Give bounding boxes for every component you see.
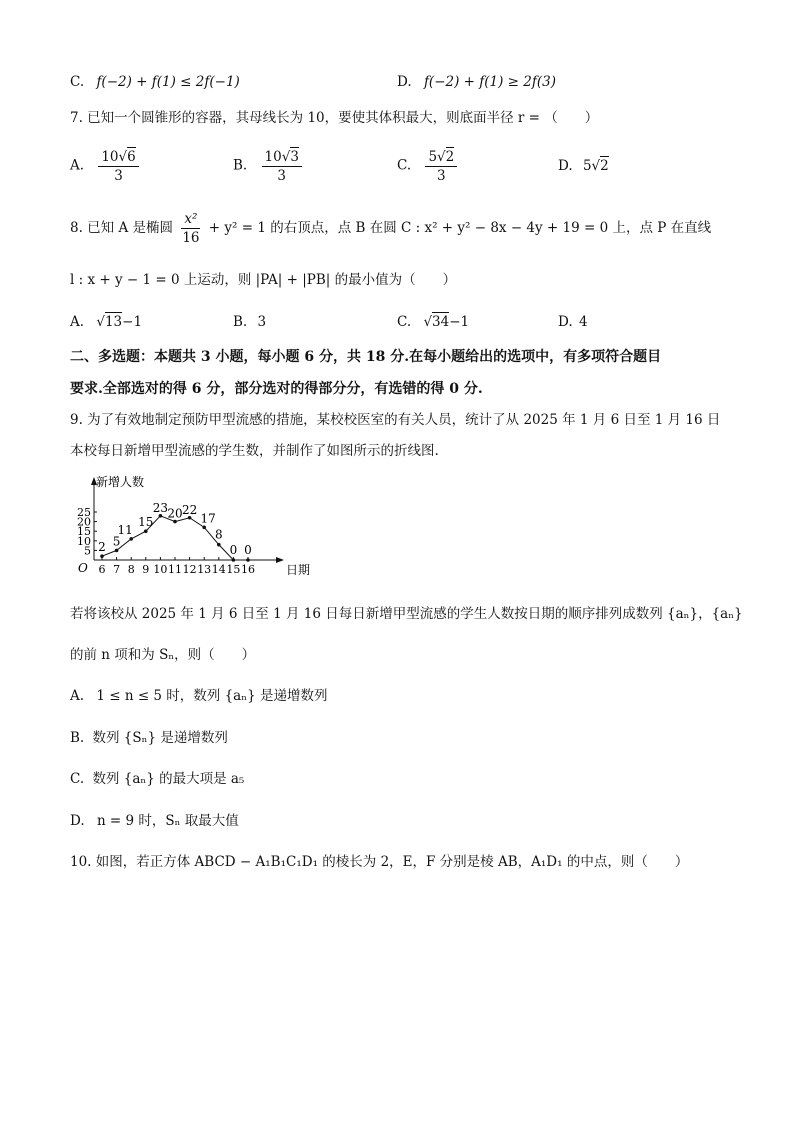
data-label: 11 [117,522,133,537]
q8-c-radicand: 34 [432,314,450,330]
x-tick-label: 11 [168,563,182,576]
q6-option-c [70,72,240,92]
q9-after-line1: 若将该校从 2025 年 1 月 6 日至 1 月 16 日每日新增甲型流感的学生人数按日期的顺序排列成数列 {aₙ}，{aₙ} [70,606,743,622]
q9-option-b-label: B. [70,730,85,746]
q8-option-b [233,312,266,332]
q6-option-c-label: C. [70,74,85,90]
data-label: 0 [244,543,252,557]
q10-stem: 10. 如图，若正方体 ABCD − A₁B₁C₁D₁ 的棱长为 2，E，F 分别是棱 AB，A₁D₁ 的中点，则（ ） [70,854,689,870]
y-tick-label: 5 [84,544,91,558]
x-tick-label: 12 [182,563,197,576]
q8-ellipse-fraction [179,210,202,247]
q8-a-radicand: 13 [104,314,123,330]
x-axis-label: 日期 [286,563,310,577]
q7-d-coef: 5 [582,158,592,174]
q8-ellipse-numerator: x² [181,210,200,229]
chart-axes [77,474,310,577]
q9-option-a-label: A. [70,688,85,704]
y-tick-label: 25 [77,506,91,519]
q9-stem-line2: 本校每日新增甲型流感的学生数，并制作了如图所示的折线图. [70,443,439,459]
x-tick-label: 9 [142,563,150,576]
q9-option-a [70,686,327,706]
q7-option-c-label: C. [397,157,412,174]
q7-option-a-fraction: $\frac{10√6}{3}$ [98,147,138,185]
q7-option-d: D. 5√2 [558,158,609,174]
data-label: 8 [214,527,223,542]
q7-c-radicand: 2 [445,149,455,165]
q9-line-chart [70,472,310,584]
y-axis-label: 新增人数 [96,475,145,489]
data-point [100,554,104,558]
q9-option-a-text: 1 ≤ n ≤ 5 时，数列 {aₙ} 是递增数列 [96,688,328,704]
data-label: 15 [138,515,154,530]
x-axis-arrow [276,557,284,563]
data-point [144,529,148,533]
q6-option-d-label: D. [397,74,412,90]
data-label: 2 [98,540,106,555]
q7-c-coef: 5 [428,149,438,165]
x-tick-label: 10 [153,563,168,576]
q6-option-d-text: f(−2) + f(1) ≥ 2f(3) [423,74,556,90]
data-point [129,537,133,541]
q7-a-coef: 10 [101,149,119,165]
data-label: 22 [181,502,198,517]
q9-after-line2: 的前 n 项和为 Sₙ，则（ ） [70,647,256,663]
x-tick-label: 8 [127,563,135,576]
q7-option-a-label: A. [70,157,85,174]
q7-option-a [70,147,141,185]
q8-option-d-label: D. [558,314,573,330]
q7-stem: 7. 已知一个圆锥形的容器，其母线长为 10，要使其体积最大，则底面半径 r = （ ） [70,110,599,126]
q7-c-denominator: 3 [437,168,446,184]
q8-option-a-label: A. [70,314,85,330]
y-tick-label: 15 [77,525,91,539]
y-tick-label: 20 [77,515,91,529]
q8-stem-line2: l : x + y − 1 = 0 上运动，则 |PA| + |PB| 的最小值为（ ） [70,272,457,288]
q8-ellipse-denominator: 16 [182,230,200,246]
data-label: 23 [152,500,169,515]
q8-option-b-label: B. [233,314,248,330]
q7-option-b-label: B. [233,157,248,174]
y-tick-label: 10 [77,534,91,548]
origin-label: O [78,561,88,575]
data-label: 17 [200,511,216,526]
q8-option-d [558,312,588,332]
q8-stem-a: 8. 已知 A 是椭圆 [70,220,174,236]
section2-title-line2: 要求.全部选对的得 6 分，部分选对的得部分分，有选错的得 0 分. [70,381,483,397]
data-point [232,558,236,562]
x-tick-label: 13 [197,563,212,576]
data-point [217,543,221,547]
x-tick-label: 7 [113,563,121,576]
q9-option-b [70,728,228,748]
q8-option-c-label: C. [397,314,412,330]
q7-a-denominator: 3 [114,168,123,184]
section2-title-line1: 二、多选题：本题共 3 小题，每小题 6 分，共 18 分.在每小题给出的选项中，有多项符合题目 [70,349,662,365]
data-point [202,526,206,530]
q7-option-d-label: D. [558,158,573,174]
q9-option-c [70,769,244,789]
x-tick-label: 14 [211,563,226,576]
q8-option-d-text: 4 [578,314,588,330]
q9-option-b-text: 数列 {Sₙ} 是递增数列 [92,730,228,746]
q8-option-a: A. √13−1 [70,314,143,330]
x-tick-label: 6 [98,563,106,576]
x-tick-label: 16 [241,563,255,576]
q9-option-d-label: D. [70,813,85,829]
q8-a-rest: −1 [122,314,143,330]
q7-option-b [233,147,304,185]
q9-option-d [70,811,239,831]
chart-marks [98,501,252,562]
q7-b-radicand: 3 [290,149,299,165]
q8-option-b-text: 3 [257,314,267,330]
q9-option-d-text: n = 9 时，Sₙ 取最大值 [96,813,239,829]
data-label: 0 [229,543,238,557]
q8-stem-rest: + y² = 1 的右顶点，点 B 在圆 C : x² + y² − 8x − 4y + 19 = 0 上，点 P 在直线 [208,220,712,236]
q8-c-rest: −1 [449,314,470,330]
q7-d-radicand: 2 [600,158,609,174]
q9-stem-line1: 9. 为了有效地制定预防甲型流感的措施，某校校医室的有关人员，统计了从 2025 年 1 月 6 日至 1 月 16 日 [70,412,721,428]
q7-b-coef: 10 [264,149,282,165]
data-label: 20 [167,506,183,521]
x-tick-label: 15 [226,563,241,576]
q6-option-c-text: f(−2) + f(1) ≤ 2f(−1) [96,74,240,90]
q7-option-b-fraction: $\frac{10√3}{3}$ [262,147,302,185]
q9-option-c-label: C. [70,771,85,787]
q8-option-c: C. √34−1 [397,314,470,330]
q7-a-radicand: 6 [127,149,136,165]
q7-option-c-fraction: $\frac{5√2}{3}$ [425,147,457,185]
q9-option-c-text: 数列 {aₙ} 的最大项是 a₅ [92,771,245,787]
q7-b-denominator: 3 [277,168,286,184]
data-point [115,549,119,553]
data-label: 5 [112,534,121,549]
q7-option-c [397,147,459,185]
data-point [246,558,250,562]
q6-option-d [397,72,556,92]
q8-stem-line1 [70,210,711,247]
